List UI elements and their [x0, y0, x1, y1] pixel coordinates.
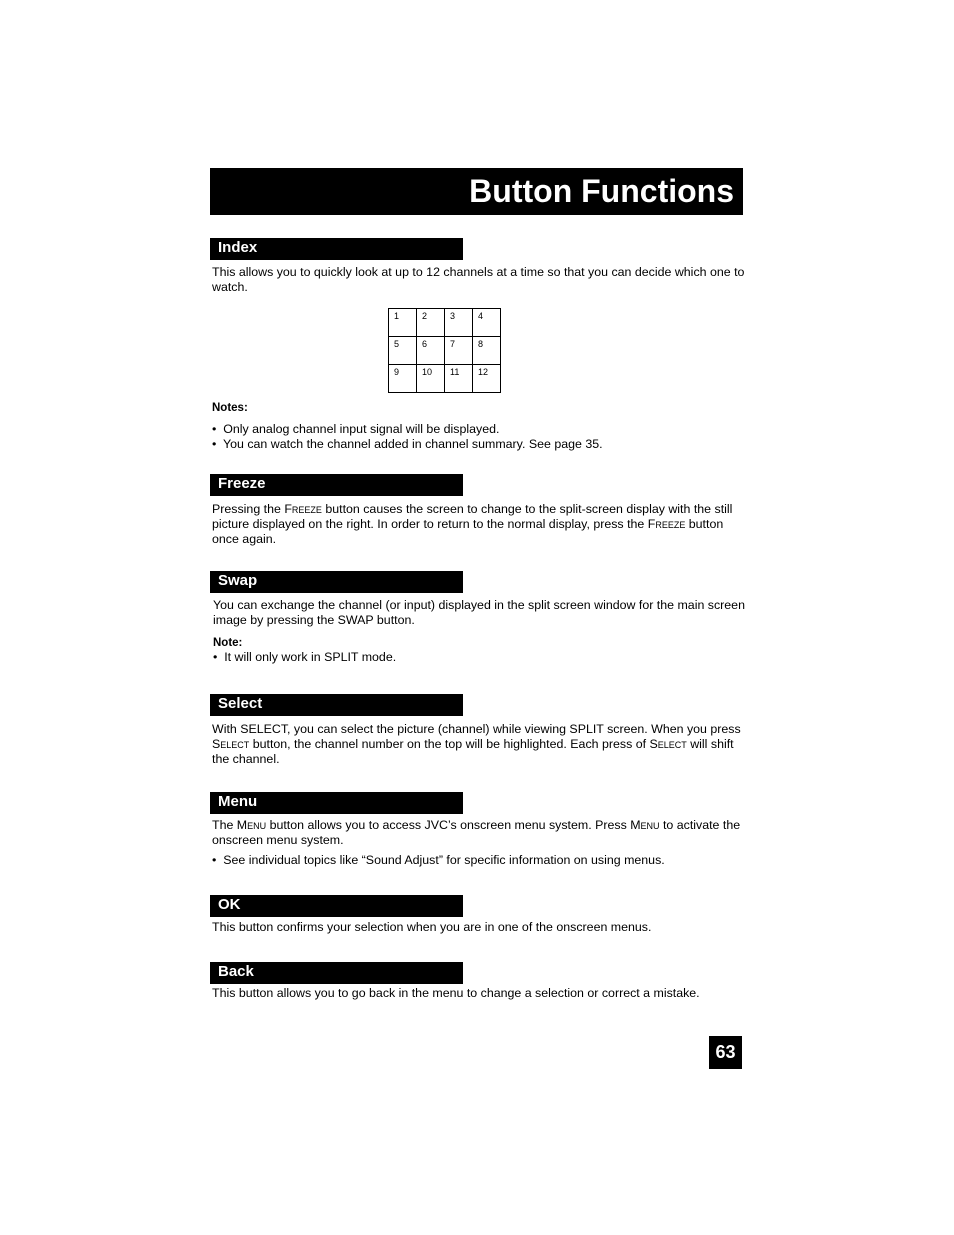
swap-note-heading: Note: — [213, 637, 243, 649]
grid-cell: 2 — [417, 309, 445, 337]
text-run: With SELECT, you can select the picture (channel) while viewing SPLIT screen. When you press — [212, 722, 741, 736]
channel-index-grid — [388, 308, 501, 393]
section-heading-freeze: Freeze — [210, 474, 463, 496]
note-text: It will only work in SPLIT mode. — [224, 650, 397, 664]
text-run: button once again. — [212, 517, 724, 546]
ok-description: This button confirms your selection when you are in one of the onscreen menus. — [212, 920, 652, 934]
section-heading-ok: OK — [210, 895, 463, 917]
grid-cell: 7 — [445, 337, 473, 365]
note-text: You can watch the channel added in channel summary. See page 35. — [223, 437, 603, 451]
text-run: will shift the channel. — [212, 737, 734, 766]
index-note-2: • You can watch the channel added in channel summary. See page 35. — [212, 437, 603, 451]
text-run: button allows you to access JVC’s onscreen menu system. Press — [266, 818, 631, 832]
page-title: Button Functions — [469, 173, 734, 209]
button-name: Menu — [236, 818, 267, 832]
text-run: to activate the onscreen menu system. — [212, 818, 741, 847]
note-text: Only analog channel input signal will be displayed. — [223, 422, 500, 436]
swap-description: You can exchange the channel (or input) displayed in the split screen window for the main screen image by pressing the SWAP button. — [213, 598, 745, 627]
menu-bullet: • See individual topics like “Sound Adjust” for specific information on using menus. — [212, 853, 665, 867]
grid-cell: 4 — [473, 309, 501, 337]
grid-cell: 3 — [445, 309, 473, 337]
button-name: Select — [212, 737, 250, 751]
grid-cell: 11 — [445, 365, 473, 393]
button-name: Freeze — [284, 502, 322, 516]
text-run: button causes the screen to change to the split-screen display with the still picture displayed on the right. In order to return to the normal display, press the — [212, 502, 733, 531]
button-name: Freeze — [647, 517, 686, 531]
grid-cell: 10 — [417, 365, 445, 393]
section-heading-select: Select — [210, 694, 463, 716]
section-heading-back: Back — [210, 962, 463, 984]
text-run: Pressing the — [212, 502, 285, 516]
grid-cell: 12 — [473, 365, 501, 393]
grid-cell: 1 — [389, 309, 417, 337]
text-run: The — [212, 818, 237, 832]
button-name: Menu — [630, 818, 660, 832]
select-description — [212, 722, 747, 767]
page-number: 63 — [709, 1036, 742, 1069]
index-notes-heading: Notes: — [212, 402, 248, 414]
index-description: This allows you to quickly look at up to 12 channels at a time so that you can decide which one to watch. — [212, 265, 745, 294]
title-bar — [210, 168, 743, 215]
back-description: This button allows you to go back in the menu to change a selection or correct a mistake. — [212, 986, 700, 1000]
section-heading-index: Index — [210, 238, 463, 260]
grid-cell: 5 — [389, 337, 417, 365]
swap-note: • It will only work in SPLIT mode. — [213, 650, 397, 664]
button-name: Select — [649, 737, 687, 751]
freeze-description — [212, 502, 747, 547]
menu-description — [212, 818, 747, 848]
bullet-text: See individual topics like “Sound Adjust” for specific information on using menus. — [223, 853, 665, 867]
section-heading-menu: Menu — [210, 792, 463, 814]
section-heading-swap: Swap — [210, 571, 463, 593]
grid-cell: 9 — [389, 365, 417, 393]
text-run: button, the channel number on the top will be highlighted. Each press of — [249, 737, 650, 751]
grid-cell: 6 — [417, 337, 445, 365]
index-note-1: • Only analog channel input signal will be displayed. — [212, 422, 500, 436]
grid-cell: 8 — [473, 337, 501, 365]
